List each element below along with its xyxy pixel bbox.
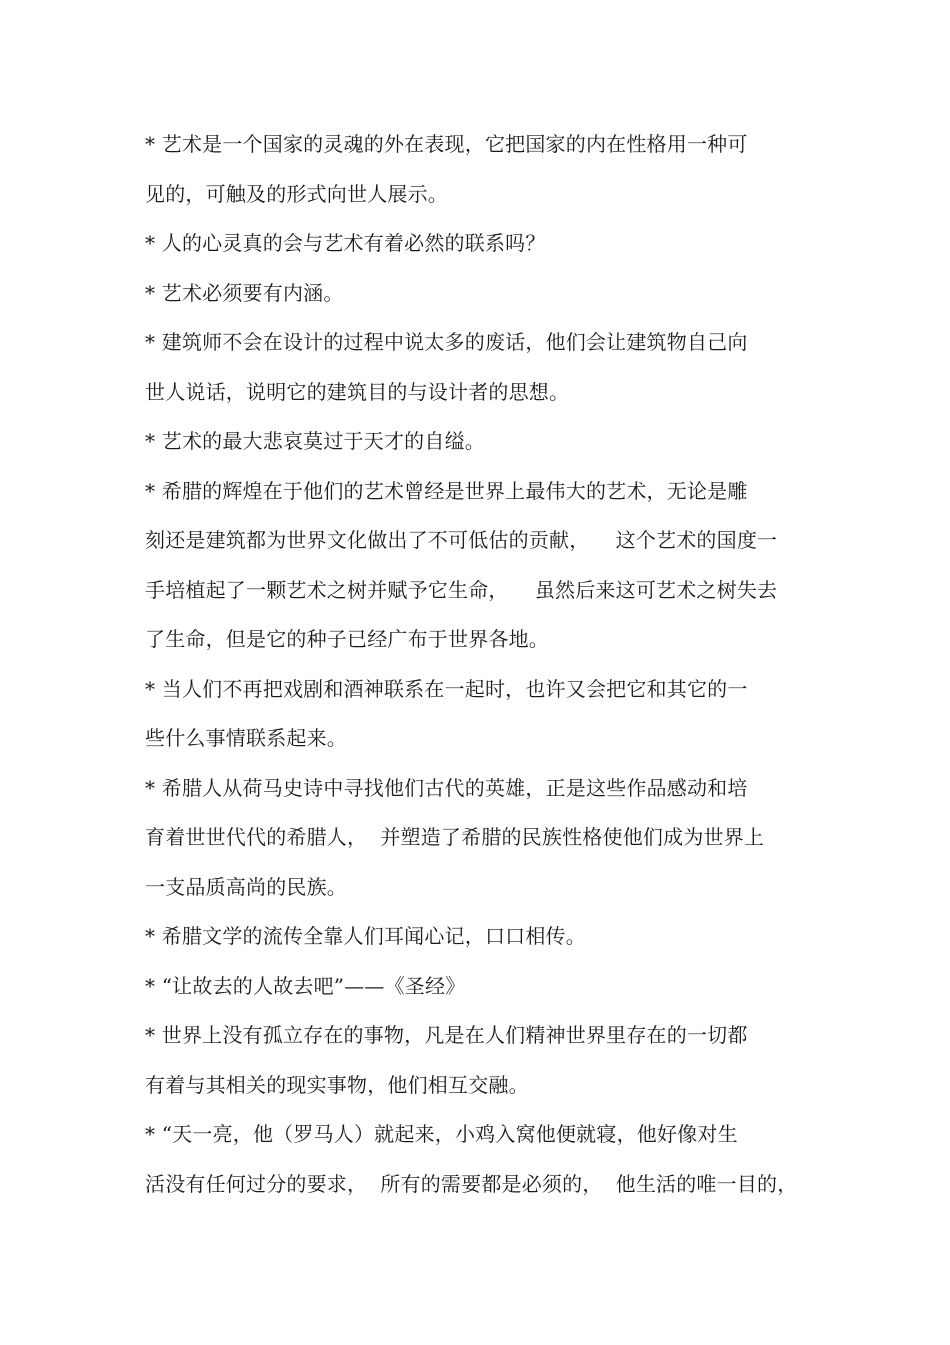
text-line: 世人说话，说明它的建筑目的与设计者的思想。 xyxy=(145,379,570,404)
document-body xyxy=(145,126,825,1215)
text-line: * 希腊的辉煌在于他们的艺术曾经是世界上最伟大的艺术，无论是雕 xyxy=(145,478,748,503)
text-line: 一支品质高尚的民族。 xyxy=(145,874,347,899)
text-line: * 艺术的最大悲哀莫过于天才的自缢。 xyxy=(145,429,485,453)
text-line: * 人的心灵真的会与艺术有着必然的联系吗？ xyxy=(145,231,546,255)
text-line: * “让故去的人故去吧”——《圣经》 xyxy=(145,973,466,998)
text-line: 了生命，但是它的种子已经广布于世界各地。 xyxy=(145,627,549,651)
text-line: * 建筑师不会在设计的过程中说太多的废话，他们会让建筑物自己向 xyxy=(145,330,748,354)
text-line: 育着世世代代的希腊人， 并塑造了希腊的民族性格使他们成为世界上 xyxy=(145,825,765,849)
text-line: * 希腊人从荷马史诗中寻找他们古代的英雄，正是这些作品感动和培 xyxy=(145,775,748,800)
text-line: 手培植起了一颗艺术之树并赋予它生命， 虽然后来这可艺术之树失去 xyxy=(145,577,778,602)
text-line: 有着与其相关的现实事物，他们相互交融。 xyxy=(145,1072,529,1097)
text-line: * “天一亮，他（罗马人）就起来，小鸡入窝他便就寝，他好像对生 xyxy=(145,1122,738,1146)
text-line: 刻还是建筑都为世界文化做出了不可低估的贡献， 这个艺术的国度一 xyxy=(145,528,778,552)
text-line: 见的，可触及的形式向世人展示。 xyxy=(145,181,448,206)
text-line: * 当人们不再把戏剧和酒神联系在一起时，也许又会把它和其它的一 xyxy=(145,676,748,701)
text-line: 些什么事情联系起来。 xyxy=(145,726,347,750)
text-line: * 艺术必须要有内涵。 xyxy=(145,280,344,305)
text-line: * 艺术是一个国家的灵魂的外在表现，它把国家的内在性格用一种可 xyxy=(145,132,748,156)
text-line: * 世界上没有孤立存在的事物，凡是在人们精神世界里存在的一切都 xyxy=(145,1023,748,1047)
text-line: 活没有任何过分的要求， 所有的需要都是必须的， 他生活的唯一目的， xyxy=(145,1171,798,1196)
text-line: * 希腊文学的流传全靠人们耳闻心记，口口相传。 xyxy=(145,924,586,948)
